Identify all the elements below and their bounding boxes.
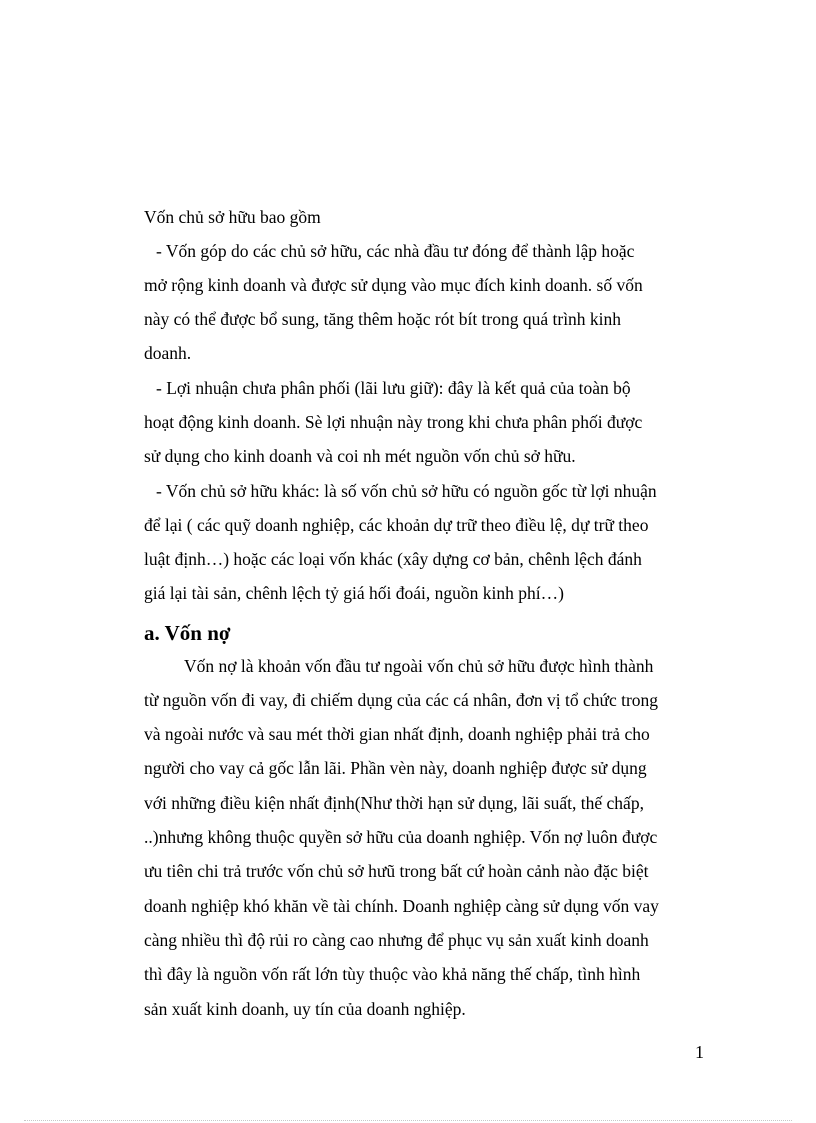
paragraph-line-6: ..)nhưng không thuộc quyền sở hữu của doanh nghiệp. Vốn nợ luôn được [144, 827, 658, 847]
paragraph-line-5: với những điều kiện nhất định(Như thời hạn sử dụng, lãi suất, thế chấp, [144, 793, 644, 813]
paragraph-line-1: Vốn nợ là khoản vốn đầu tư ngoài vốn chủ sở hữu được hình thành [184, 656, 654, 676]
section-heading: a. Vốn nợ [144, 621, 231, 645]
paragraph-line-4: người cho vay cả gốc lẫn lãi. Phần vèn này, doanh nghiệp được sử dụng [144, 758, 647, 778]
bullet-2-line-3: sử dụng cho kinh doanh và coi nh mét nguồn vốn chủ sở hữu. [144, 446, 576, 466]
bullet-2-line-2: hoạt động kinh doanh. Sè lợi nhuận này trong khi chưa phân phối được [144, 412, 643, 432]
bullet-1-line-2: mở rộng kinh doanh và được sử dụng vào mục đích kinh doanh. số vốn [144, 275, 643, 295]
bullet-2-line-1: - Lợi nhuận chưa phân phối (lãi lưu giữ): đây là kết quả của toàn bộ [156, 378, 631, 398]
paragraph-line-7: ưu tiên chi trả trước vốn chủ sở hưũ trong bất cứ hoàn cảnh nào đặc biệt [144, 861, 649, 881]
paragraph-line-10: thì đây là nguồn vốn rất lớn tùy thuộc vào khả năng thế chấp, tình hình [144, 964, 641, 984]
page-number: 1 [695, 1042, 704, 1062]
bullet-1-line-1: - Vốn góp do các chủ sở hữu, các nhà đầu tư đóng để thành lập hoặc [156, 241, 635, 261]
bullet-3-line-4: giá lại tài sản, chênh lệch tỷ giá hối đoái, nguồn kinh phí…) [144, 583, 564, 603]
bullet-3-line-1: - Vốn chủ sở hữu khác: là số vốn chủ sở hữu có nguồn gốc từ lợi nhuận [156, 481, 657, 501]
bullet-1-line-4: doanh. [144, 343, 192, 363]
paragraph-line-8: doanh nghiệp khó khăn về tài chính. Doanh nghiệp càng sử dụng vốn vay [144, 896, 659, 916]
paragraph-line-2: từ nguồn vốn đi vay, đi chiếm dụng của các cá nhân, đơn vị tổ chức trong [144, 690, 659, 710]
intro-label: Vốn chủ sở hữu bao gồm [144, 207, 321, 227]
page-bottom-divider [24, 1120, 792, 1121]
paragraph-line-11: sản xuất kinh doanh, uy tín của doanh nghiệp. [144, 999, 466, 1019]
bullet-3-line-2: để lại ( các quỹ doanh nghiệp, các khoản dự trữ theo điều lệ, dự trữ theo [144, 515, 649, 535]
bullet-1-line-3: này có thể được bổ sung, tăng thêm hoặc rót bít trong quá trình kinh [144, 309, 622, 329]
bullet-3-line-3: luật định…) hoặc các loại vốn khác (xây dựng cơ bản, chênh lệch đánh [144, 549, 642, 569]
paragraph-line-9: càng nhiều thì độ rủi ro càng cao nhưng để phục vụ sản xuất kinh doanh [144, 930, 649, 950]
paragraph-line-3: và ngoài nước và sau mét thời gian nhất định, doanh nghiệp phải trả cho [144, 724, 650, 744]
